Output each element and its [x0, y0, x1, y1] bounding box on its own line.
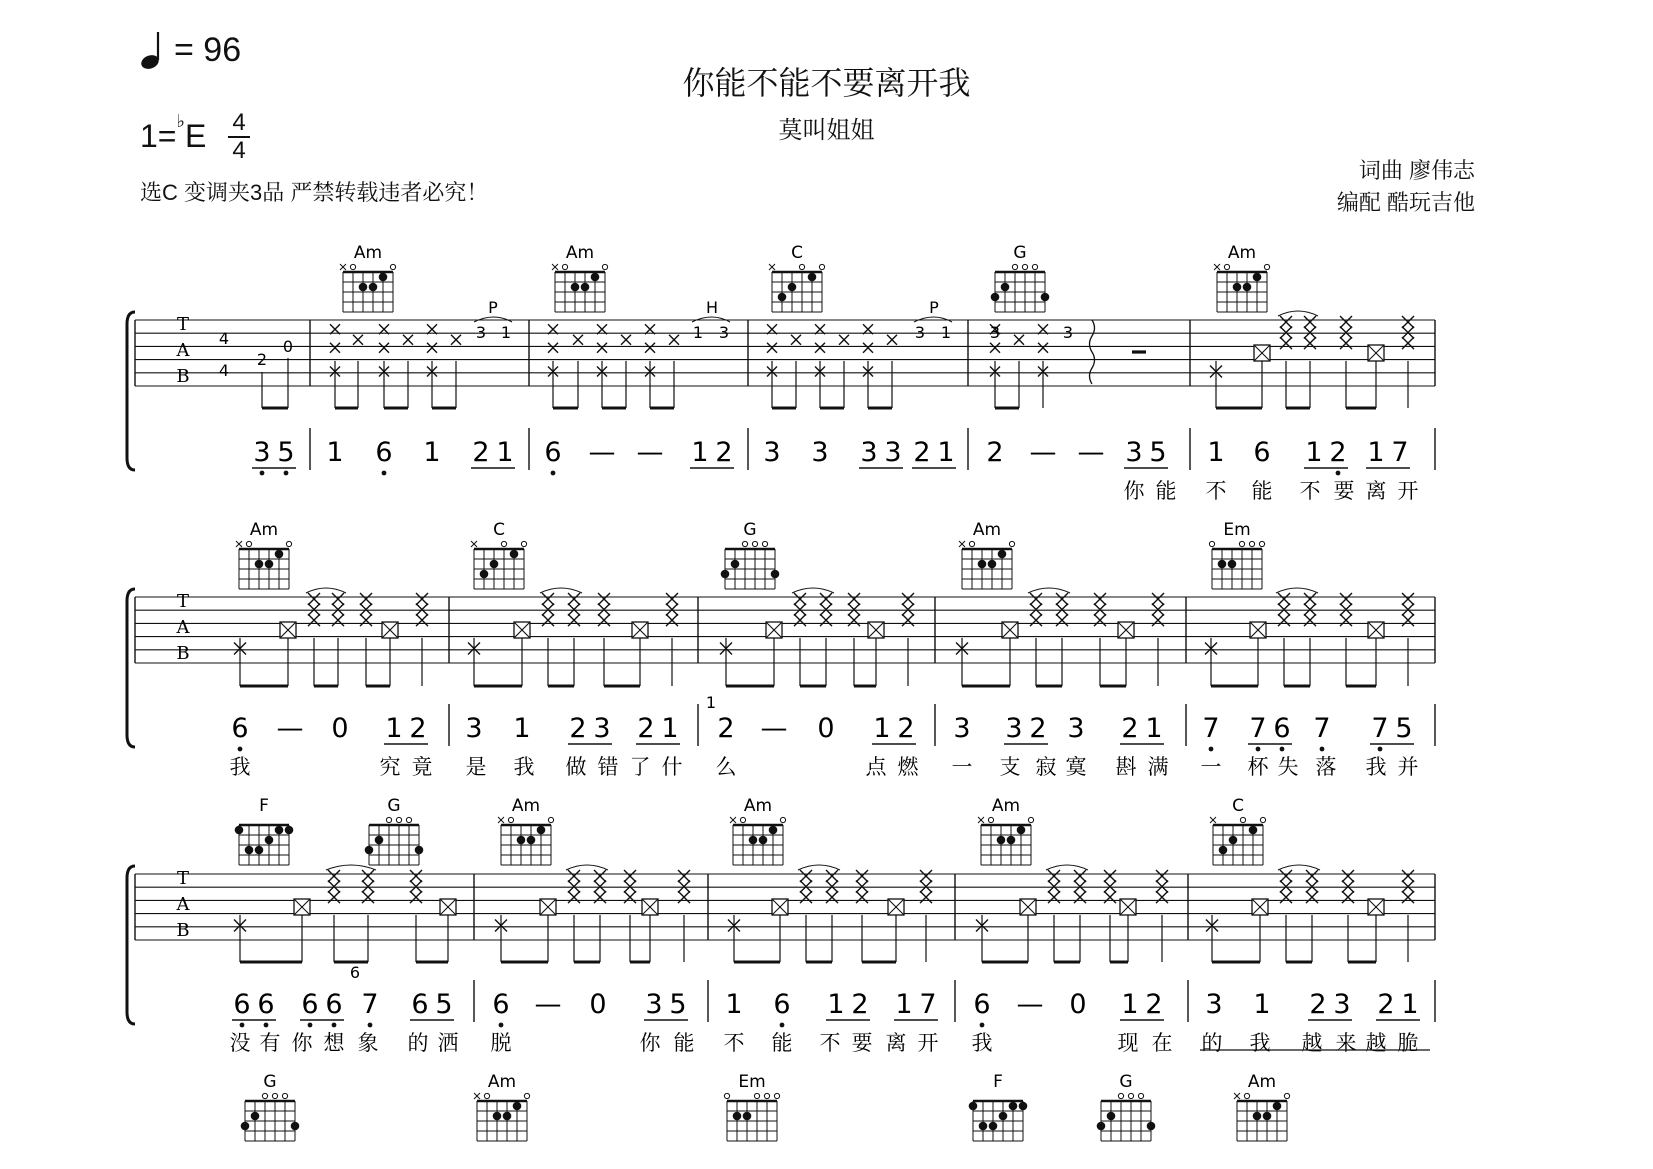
numbered-note: 1	[1253, 989, 1271, 1020]
octave-dot	[264, 1023, 269, 1028]
time-signature-top: 4	[232, 109, 246, 136]
chord-diagram-g	[991, 243, 1050, 312]
numbered-note: 3	[253, 437, 271, 468]
tab-letter-b: B	[176, 920, 190, 941]
chord-name: Am	[991, 796, 1021, 816]
numbered-note: 2	[851, 989, 869, 1020]
lyric-char: 脆	[1397, 1031, 1419, 1055]
numbered-note: 5	[1395, 713, 1413, 744]
numbered-note: 6	[231, 713, 249, 744]
lyric-char: 我	[971, 1031, 993, 1055]
chord-name: Am	[1247, 1072, 1277, 1092]
numbered-note: 6	[1253, 437, 1271, 468]
lyric-char: 我	[1249, 1031, 1271, 1055]
numbered-note: 6	[544, 437, 562, 468]
numbered-note: 1	[1121, 989, 1139, 1020]
technique-h: H	[705, 298, 719, 317]
tab-fret-number: 1	[500, 323, 512, 342]
chord-diagram-em	[724, 1072, 779, 1141]
numbered-note: 0	[1069, 989, 1087, 1020]
lyric-char: 斟	[1115, 755, 1137, 779]
numbered-note: 2	[986, 437, 1004, 468]
key-prefix: 1=	[140, 118, 177, 154]
chord-name: Am	[353, 243, 383, 263]
lyric-char: 竟	[411, 755, 433, 779]
system-bracket	[127, 312, 135, 470]
system-4	[241, 1072, 1290, 1141]
numbered-note: 0	[331, 713, 349, 744]
chord-diagram-am	[959, 520, 1015, 589]
chord-name: C	[1232, 796, 1244, 816]
system-bracket	[127, 589, 135, 747]
lyric-char: 并	[1397, 755, 1419, 779]
chord-diagram-g	[721, 520, 780, 589]
numbered-note: 1	[1305, 437, 1323, 468]
octave-dot	[260, 471, 265, 476]
lyric-char: 开	[1397, 479, 1419, 503]
numbered-note: 7	[919, 989, 937, 1020]
chord-diagram-am	[1214, 243, 1270, 312]
lyric-char: 能	[1155, 479, 1177, 503]
lyric-char: 不	[1299, 479, 1321, 503]
chord-diagram-am	[552, 243, 608, 312]
numbered-note: 7	[1202, 713, 1220, 744]
numbered-note: 2	[715, 437, 733, 468]
lyric-char: 么	[715, 755, 737, 779]
numbered-note: 2	[569, 713, 587, 744]
song-singer: 莫叫姐姐	[778, 117, 875, 144]
system-3	[127, 796, 1435, 1055]
lyric-char: 我	[1365, 755, 1387, 779]
lyric-char: 满	[1147, 755, 1169, 779]
lyric-char: 了	[629, 755, 651, 779]
lyric-char: 在	[1151, 1031, 1173, 1055]
chord-diagram-am	[730, 796, 786, 865]
numbered-note: 1	[1145, 713, 1163, 744]
chord-name: G	[263, 1072, 277, 1092]
lyric-char: 你	[1123, 479, 1145, 503]
chord-name: F	[259, 796, 269, 816]
chord-diagram-c	[471, 520, 527, 589]
lyric-char: 脱	[490, 1031, 512, 1055]
time-sig-tab-bottom: 4	[218, 361, 230, 380]
numbered-note: 1	[895, 989, 913, 1020]
numbered-note: 7	[1391, 437, 1409, 468]
tab-fret-number: 2	[256, 350, 268, 369]
chord-name: Em	[1223, 520, 1251, 540]
lyric-char: 一	[1200, 755, 1222, 779]
numbered-note: 2	[717, 713, 735, 744]
numbered-note: 3	[465, 713, 483, 744]
chord-name: G	[1119, 1072, 1133, 1092]
dash-mark: —	[276, 713, 304, 744]
capo-tip: 选C 变调夹3品 严禁转载违者必究！	[140, 180, 489, 205]
tab-letter-a: A	[176, 617, 190, 638]
chord-diagram-am	[236, 520, 292, 589]
chord-diagram-am	[498, 796, 554, 865]
numbered-note: 6	[1273, 713, 1291, 744]
tab-fret-number: 1	[692, 323, 704, 342]
numbered-note: 2	[1145, 989, 1163, 1020]
lyric-char: 错	[597, 755, 619, 779]
numbered-note: 3	[1125, 437, 1143, 468]
numbered-note: 1	[937, 437, 955, 468]
dash-mark: —	[534, 989, 562, 1020]
lyric-char: 要	[1333, 479, 1355, 503]
numbered-note: 2	[1309, 989, 1327, 1020]
octave-dot	[1280, 747, 1285, 752]
numbered-note: 1	[1207, 437, 1225, 468]
numbered-note: 0	[589, 989, 607, 1020]
chord-diagram-am	[978, 796, 1034, 865]
numbered-note: 1	[691, 437, 709, 468]
tab-fret-number: 1	[940, 323, 952, 342]
octave-dot	[1320, 747, 1325, 752]
grace-note: 6	[349, 963, 361, 982]
credit-lyrics-music: 词曲 廖伟志	[1358, 158, 1475, 183]
numbered-note: 3	[645, 989, 663, 1020]
numbered-note: 6	[411, 989, 429, 1020]
chord-name: Em	[738, 1072, 766, 1092]
chord-diagram-g	[241, 1072, 300, 1141]
dash-mark: —	[1029, 437, 1057, 468]
tab-letter-a: A	[176, 340, 190, 361]
key-letter: E	[184, 118, 207, 154]
numbered-note: 5	[1149, 437, 1167, 468]
octave-dot	[332, 1023, 337, 1028]
chord-name: G	[387, 796, 401, 816]
numbered-note: 3	[811, 437, 829, 468]
numbered-note: 1	[873, 713, 891, 744]
arpeggio-mark	[1090, 320, 1095, 384]
numbered-note: 2	[1029, 713, 1047, 744]
tab-fret-number: 3	[914, 323, 926, 342]
octave-dot	[1209, 747, 1214, 752]
tab-letter-a: A	[176, 894, 190, 915]
chord-name: F	[993, 1072, 1003, 1092]
octave-dot	[1378, 747, 1383, 752]
lyric-char: 来	[1335, 1031, 1357, 1055]
numbered-note: 5	[435, 989, 453, 1020]
lyric-char: 我	[513, 755, 535, 779]
lyric-char: 象	[357, 1031, 379, 1055]
chord-diagram-em	[1209, 520, 1264, 589]
lyric-char: 不	[723, 1031, 745, 1055]
chord-name: Am	[743, 796, 773, 816]
numbered-note: 1	[423, 437, 441, 468]
numbered-note: 1	[1367, 437, 1385, 468]
lyric-char: 支	[999, 755, 1021, 779]
chord-name: Am	[511, 796, 541, 816]
tab-fret-number: 3	[1062, 323, 1074, 342]
lyric-char: 开	[917, 1031, 939, 1055]
numbered-note: 6	[492, 989, 510, 1020]
lyric-char: 寂	[1035, 755, 1057, 779]
lyric-char: 想	[323, 1031, 345, 1055]
chord-diagram-am	[340, 243, 396, 312]
numbered-note: 1	[661, 713, 679, 744]
octave-dot	[980, 1023, 985, 1028]
tab-fret-number: 3	[718, 323, 730, 342]
lyric-char: 越	[1301, 1031, 1323, 1055]
octave-dot	[1336, 471, 1341, 476]
chord-diagram-c	[1210, 796, 1266, 865]
lyric-char: 我	[229, 755, 251, 779]
chord-diagram-f	[969, 1072, 1028, 1141]
numbered-note: 3	[953, 713, 971, 744]
octave-dot	[308, 1023, 313, 1028]
lyric-char: 不	[819, 1031, 841, 1055]
chord-name: Am	[565, 243, 595, 263]
numbered-note: 2	[1329, 437, 1347, 468]
lyric-char: 没	[229, 1031, 251, 1055]
lyric-char: 点	[865, 755, 887, 779]
numbered-note: 3	[1205, 989, 1223, 1020]
system-1	[127, 243, 1435, 503]
chord-diagram-am	[1234, 1072, 1290, 1141]
lyric-char: 越	[1365, 1031, 1387, 1055]
numbered-note: 3	[884, 437, 902, 468]
numbered-note: 0	[817, 713, 835, 744]
numbered-note: 7	[1371, 713, 1389, 744]
credit-arranger: 编配 酷玩吉他	[1336, 190, 1475, 215]
lyric-char: 离	[1365, 479, 1387, 503]
octave-dot	[780, 1023, 785, 1028]
lyric-char: 什	[661, 755, 683, 779]
tab-fret-number: 3	[475, 323, 487, 342]
dash-mark: —	[760, 713, 788, 744]
numbered-note: 2	[409, 713, 427, 744]
numbered-note: 1	[1401, 989, 1419, 1020]
octave-dot	[1256, 747, 1261, 752]
numbered-note: 6	[233, 989, 251, 1020]
numbered-note: 5	[669, 989, 687, 1020]
numbered-note: 1	[725, 989, 743, 1020]
tab-letter-b: B	[176, 643, 190, 664]
numbered-note: 1	[513, 713, 531, 744]
numbered-note: 3	[1333, 989, 1351, 1020]
numbered-note: 2	[897, 713, 915, 744]
chord-name: Am	[249, 520, 279, 540]
numbered-note: 3	[1005, 713, 1023, 744]
octave-dot	[382, 471, 387, 476]
lyric-char: 不	[1205, 479, 1227, 503]
numbered-note: 6	[257, 989, 275, 1020]
numbered-note: 2	[472, 437, 490, 468]
song-title: 你能不能不要离开我	[682, 65, 971, 101]
numbered-note: 2	[637, 713, 655, 744]
numbered-note: 2	[1121, 713, 1139, 744]
lyric-char: 你	[291, 1031, 313, 1055]
system-bracket	[127, 866, 135, 1024]
numbered-note: 3	[860, 437, 878, 468]
tab-fret-number: 0	[282, 337, 294, 356]
lyric-char: 杯	[1247, 755, 1269, 779]
numbered-note: 3	[763, 437, 781, 468]
chord-name: Am	[972, 520, 1002, 540]
octave-dot	[238, 747, 243, 752]
tab-letter-t: T	[176, 868, 190, 889]
lyric-char: 燃	[897, 755, 919, 779]
chord-diagram-g	[1097, 1072, 1156, 1141]
octave-dot	[240, 1023, 245, 1028]
lyric-char: 能	[673, 1031, 695, 1055]
dash-mark: —	[1077, 437, 1105, 468]
chord-diagram-am	[474, 1072, 530, 1141]
numbered-note: 1	[326, 437, 344, 468]
numbered-note: 6	[375, 437, 393, 468]
numbered-note: 6	[325, 989, 343, 1020]
octave-dot	[284, 471, 289, 476]
lyric-char: 做	[565, 755, 587, 779]
octave-dot	[368, 1023, 373, 1028]
chord-name: C	[791, 243, 803, 263]
tab-fret-number: 3	[989, 323, 1001, 342]
lyric-char: 有	[259, 1031, 281, 1055]
numbered-note: 3	[593, 713, 611, 744]
lyric-char: 是	[465, 755, 487, 779]
lyric-char: 洒	[437, 1031, 459, 1055]
lyric-char: 能	[771, 1031, 793, 1055]
time-sig-tab-top: 4	[218, 329, 230, 348]
numbered-note: 2	[1377, 989, 1395, 1020]
lyric-char: 要	[851, 1031, 873, 1055]
lyric-char: 落	[1315, 755, 1337, 779]
lyric-char: 失	[1277, 755, 1299, 779]
lyric-char: 一	[951, 755, 973, 779]
lyric-char: 离	[885, 1031, 907, 1055]
numbered-note: 6	[773, 989, 791, 1020]
tab-letter-b: B	[176, 366, 190, 387]
lyric-char: 你	[639, 1031, 661, 1055]
numbered-note: 7	[361, 989, 379, 1020]
lyric-char: 寞	[1065, 755, 1087, 779]
octave-dot	[551, 471, 556, 476]
numbered-note: 7	[1313, 713, 1331, 744]
tempo-value: = 96	[174, 30, 242, 69]
numbered-note: 3	[1067, 713, 1085, 744]
lyric-char: 现	[1117, 1031, 1139, 1055]
chord-name: C	[493, 520, 505, 540]
chord-name: Am	[487, 1072, 517, 1092]
numbered-note: 7	[1249, 713, 1267, 744]
numbered-note: 1	[827, 989, 845, 1020]
grace-note: 1	[705, 693, 717, 712]
lyric-char: 的	[407, 1031, 429, 1055]
numbered-note: 1	[496, 437, 514, 468]
chord-diagram-g	[365, 796, 424, 865]
lyric-char: 能	[1251, 479, 1273, 503]
technique-p: P	[929, 298, 939, 317]
tab-letter-t: T	[176, 591, 190, 612]
lyric-char: 的	[1201, 1031, 1223, 1055]
chord-name: G	[743, 520, 757, 540]
numbered-note: 1	[385, 713, 403, 744]
numbered-note: 6	[301, 989, 319, 1020]
time-signature-bottom: 4	[232, 137, 246, 164]
dash-mark: —	[588, 437, 616, 468]
technique-p: P	[488, 298, 498, 317]
tab-letter-t: T	[176, 314, 190, 335]
dash-mark: —	[636, 437, 664, 468]
dash-mark: —	[1016, 989, 1044, 1020]
chord-name: Am	[1227, 243, 1257, 263]
system-2	[127, 520, 1435, 779]
octave-dot	[499, 1023, 504, 1028]
chord-diagram-f	[235, 796, 294, 865]
numbered-note: 6	[973, 989, 991, 1020]
lyric-char: 究	[379, 755, 401, 779]
chord-name: G	[1013, 243, 1027, 263]
chord-diagram-c	[769, 243, 825, 312]
numbered-note: 5	[277, 437, 295, 468]
numbered-note: 2	[913, 437, 931, 468]
flat-icon: ♭	[176, 111, 185, 132]
